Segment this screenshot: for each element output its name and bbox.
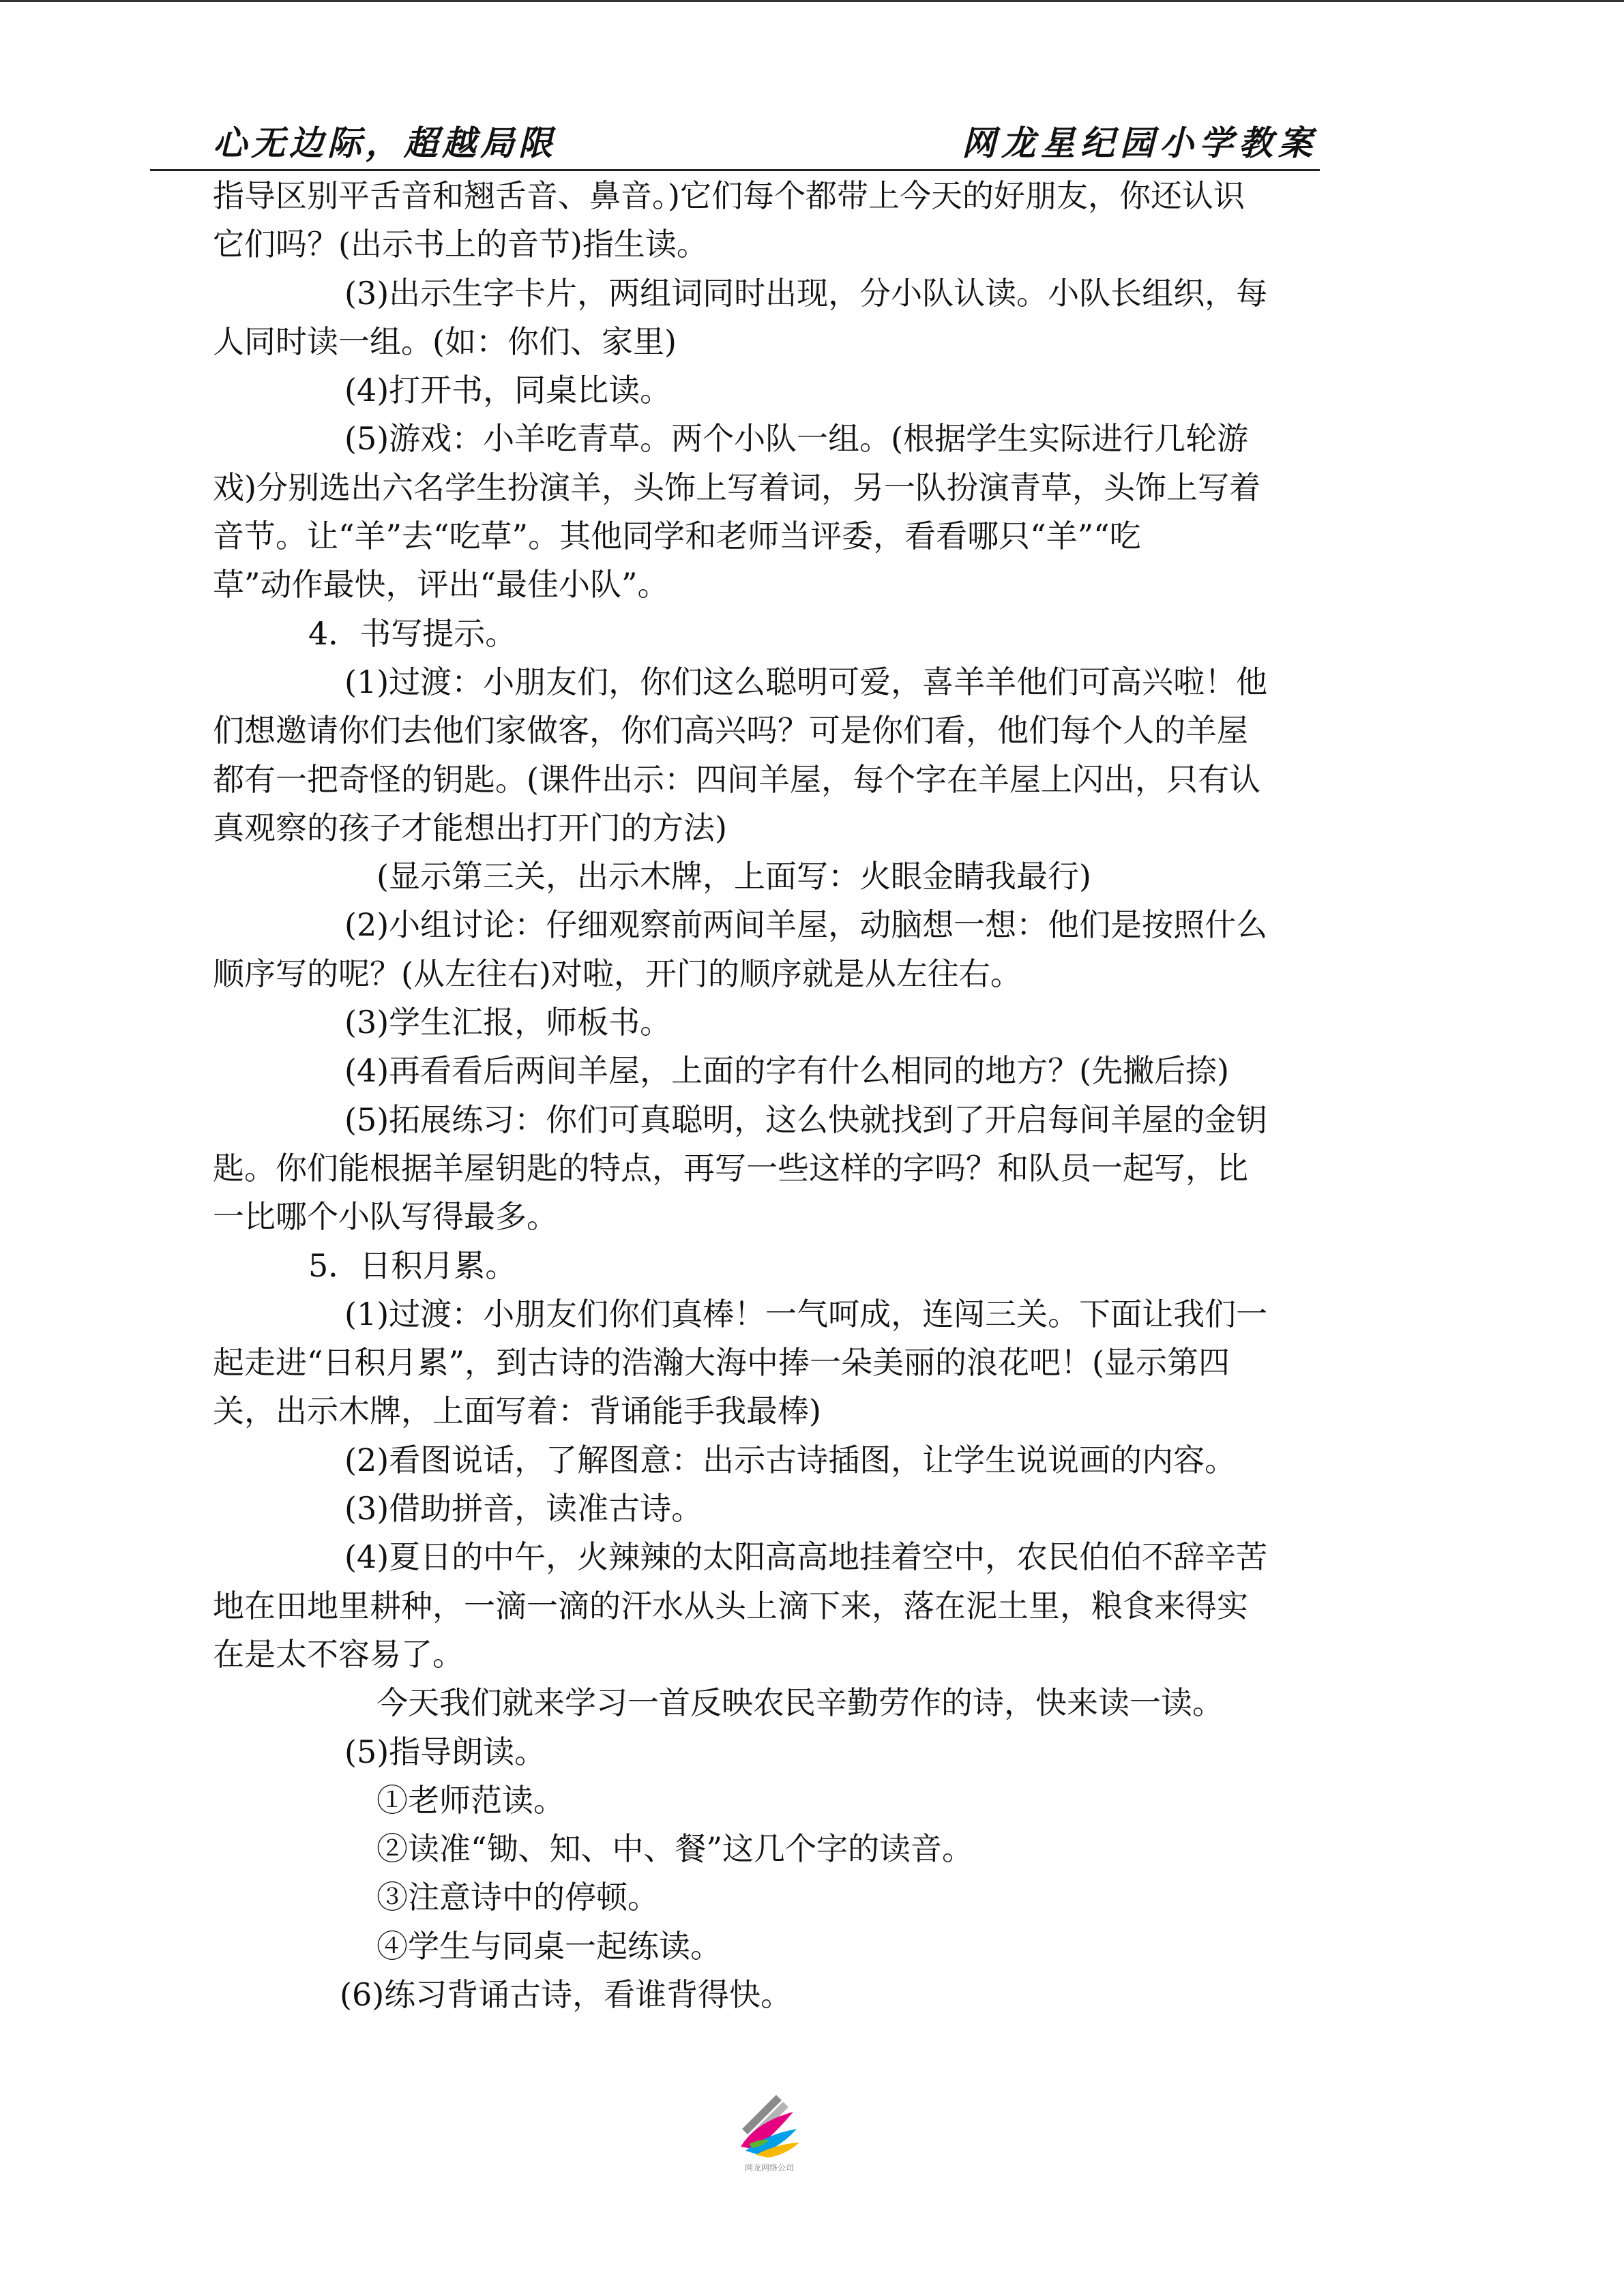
text-line: (3)借助拼音，读准古诗。 [344,1490,703,1527]
text-line: 一比哪个小队写得最多。 [213,1198,558,1236]
text-line: (显示第三关，出示木牌，上面写：火眼金睛我最行) [377,858,1091,895]
text-line: (4)夏日的中午，火辣辣的太阳高高地挂着空中，农民伯伯不辞辛苦 [344,1538,1268,1576]
text-line: 地在田地里耕种，一滴一滴的汗水从头上滴下来，落在泥土里，粮食来得实 [213,1587,1248,1624]
text-line: 关，出示木牌，上面写着：背诵能手我最棒) [213,1392,821,1430]
list-item: ①老师范读。 [377,1781,565,1819]
lesson-plan-body [213,172,1321,2019]
text-line: 顺序写的呢？(从左往右)对啦，开门的顺序就是从左往右。 [213,955,1022,992]
text-line: 都有一把奇怪的钥匙。(课件出示：四间羊屋，每个字在羊屋上闪出，只有认 [213,760,1260,798]
text-line: 们想邀请你们去他们家做客，你们高兴吗？可是你们看，他们每个人的羊屋 [213,712,1248,749]
text-line: 草”动作最快，评出“最佳小队”。 [213,566,669,603]
header-school-title: 网龙星纪园小学教案 [962,123,1318,163]
company-logo-icon [728,2081,810,2163]
text-line: 在是太不容易了。 [213,1635,464,1673]
list-item: ②读准“锄、知、中、餐”这几个字的读音。 [377,1830,974,1868]
text-line: 起走进“日积月累”，到古诗的浩瀚大海中捧一朵美丽的浪花吧！(显示第四 [213,1344,1230,1382]
text-line: (1)过渡：小朋友们你们真棒！一气呵成，连闯三关。下面让我们一 [344,1295,1268,1332]
text-line: (6)练习背诵古诗，看谁背得快。 [340,1976,793,2013]
text-line: 人同时读一组。(如：你们、家里) [213,323,677,360]
text-line: 音节。让“羊”去“吃草”。其他同学和老师当评委，看看哪只“羊”“吃 [213,518,1141,555]
text-line: (3)学生汇报，师板书。 [344,1004,672,1041]
text-line: 匙。你们能根据羊屋钥匙的特点，再写一些这样的字吗？和队员一起写，比 [213,1149,1248,1187]
text-line: 今天我们就来学习一首反映农民辛勤劳作的诗，快来读一读。 [377,1684,1224,1722]
list-item: ④学生与同桌一起练读。 [377,1927,722,1965]
page-header [213,109,1318,164]
header-divider [150,169,1320,171]
text-line: (4)打开书，同桌比读。 [344,372,672,409]
logo-caption: 网龙网络公司 [744,2163,794,2173]
text-line: 指导区别平舌音和翘舌音、鼻音。)它们每个都带上今天的好朋友，你还认识 [213,177,1245,214]
text-line: (2)小组讨论：仔细观察前两间羊屋，动脑想一想：他们是按照什么 [344,906,1268,944]
text-line: (5)游戏：小羊吃青草。两个小队一组。(根据学生实际进行几轮游 [344,420,1249,458]
text-line: (3)出示生字卡片，两组词同时出现，分小队认读。小队长组织，每 [344,274,1268,312]
text-line: (2)看图说话，了解图意：出示古诗插图，让学生说说画的内容。 [344,1441,1237,1478]
text-line: 它们吗？(出示书上的音节)指生读。 [213,226,708,263]
text-line: 戏)分别选出六名学生扮演羊，头饰上写着词，另一队扮演青草，头饰上写着 [213,468,1260,506]
text-line: (5)指导朗读。 [344,1733,546,1770]
list-item: ③注意诗中的停顿。 [377,1879,659,1916]
section-heading: 5．日积月累。 [308,1247,517,1284]
header-slogan: 心无边际，超越局限 [213,123,557,163]
text-line: (5)拓展练习：你们可真聪明，这么快就找到了开启每间羊屋的金钥 [344,1101,1268,1138]
text-line: (4)再看看后两间羊屋，上面的字有什么相同的地方？(先撇后捺) [344,1052,1230,1090]
text-line: 真观察的孩子才能想出打开门的方法) [213,809,727,846]
page-top-border [0,0,1624,2]
text-line: (1)过渡：小朋友们，你们这么聪明可爱，喜羊羊他们可高兴啦！他 [344,663,1268,700]
section-heading: 4．书写提示。 [308,614,517,652]
